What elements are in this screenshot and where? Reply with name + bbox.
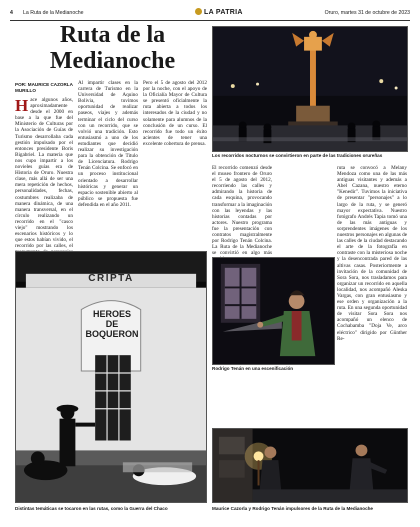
- article-column-5: ruta se convocó a Melany Mendoza como una de las más antiguas visitantes y además a Abel Cazana, nuestro eterno "Kenedir". Tuvimos la iniciativa de presentar "personajes" a lo largo de la ruta, y se generó mayor expectativa. Nuestro fotógrafo Andrés Tapia tomó una de las más antiguas y sorprendentes imágenes de los nuestros personajes en algunas de las calles de la ciudad destacando el arte de la fotografía en contraste con la misteriosa noche y la desencontrada pared de las altivas casas. Posteriormente a invitación de la comunidad de Sora Sora, nos trasladamos para organizar un recorrido en aquella localidad, nos acompañó Aleska Vargas, con gran entusiasmo y ese orden y organización a la ruta. En una segunda oportunidad de visitar Sora Sora nos acompañó un elenco de Cochabamba "Doja Ve, arco eléctrico" dirigido por Günther Re-: [337, 165, 408, 342]
- page-number: 4: [10, 10, 13, 16]
- photo-organizers: [212, 428, 408, 503]
- byline: POR: MAURICE CAZORLA MURILLO: [15, 82, 73, 93]
- article-column-3: Pero el 5 de agosto del 2012 por la noche, con el apoyo de la Oficialía Mayor de Cultura se presentó oficialmente la ruta abierta a todos los interesados de la ciudad y no solamente para alumnos de la conclusión de un curso. El recorrido fue todo un éxito acientes de tener una excelente cobertura de prensa.: [143, 80, 207, 147]
- article-column-4: El recorrido comenzó desde el museo frontero de Oruro el 5 de agosto del 2012, recorriendo las calles y admirando la historia de cada esquina, provocando transformar a la imaginación con las leyendas y las historias contadas por actores. Nuestro programa fue la presentación con contratos magistralmente por Rodrigo Tenán Colcina. La Ruta de la Medianoche se convirtió en algo más: [212, 165, 272, 257]
- sun-icon: [195, 8, 202, 15]
- photo-crypt-chaco: [15, 251, 207, 503]
- photo-monument-night: [212, 26, 408, 152]
- article-title: Ruta de la Medianoche: [49, 22, 176, 74]
- issue-date: Oruro, martes 31 de octubre de 2023: [324, 10, 410, 16]
- caption-photo-monument: Los recorridos nocturnos se convirtieron en parte de las tradiciones orureñas: [212, 153, 383, 158]
- header-divider: [10, 20, 410, 21]
- heroes-sign: HEROES DE BOQUERON: [85, 309, 139, 339]
- caption-photo-organizers: Maurice Cazorla y Rodrigo Tenán impulsores de la Ruta de la Medianoche: [212, 506, 373, 511]
- dropcap: H: [15, 96, 29, 115]
- section-label: La Ruta de la Medianoche: [23, 10, 84, 16]
- caption-photo-crypt: Distintas temáticas se tocaron en las rutas, como la Guerra del Chaco: [15, 506, 168, 511]
- newspaper-logo: LA PATRIA: [195, 8, 243, 16]
- caption-photo-performer: Rodrigo Tenán en una escenificación: [212, 366, 294, 371]
- article-column-2: Al impartir clases en la carrera de Turismo en la Universidad de Aquino Bolivia, tuvimos oportunidad de realizar paseos, viajes y además terminar el ciclo del curso con un recorrido, que se volvió una tradición. Esto entusiasmó a uno de los estudiantes que decidió realizar su investigación para la obtención de Titulo de Licenciatura. Rodrigo Tenán Colcina. Se enfocó en un proceso institucional orientado a desarrollar históricas y generar un espacio sostenible abierto al público se propuesta fue defendida en el año 2011.: [78, 80, 138, 208]
- article-column-1: Hace algunos años, aproximadamente desde el 2000 en base a la que fue del Ministerio de Culturas por la Asociación de Guías de Turismo desarrollaba cada gestión impulsado por el entonces presidente Boris Bigabriel. La materia que nos cupo impartir a los novieles guías era de Historia de Oruro. Nuestra clase, más allá de ser una mera repetición de hechos, personalidades, fechas, costumbres realizaba de manera dinámica, de una manera transversal, en el círculo realizando un recorrido en el "casco viejo" mostrando los escenarios históricos y lo que estos habían vivido, el recorrido por las calles, el: [15, 96, 73, 250]
- page-header: [10, 8, 410, 20]
- photo-performer: [212, 257, 335, 365]
- crypt-sign: CRIPTA: [88, 273, 134, 284]
